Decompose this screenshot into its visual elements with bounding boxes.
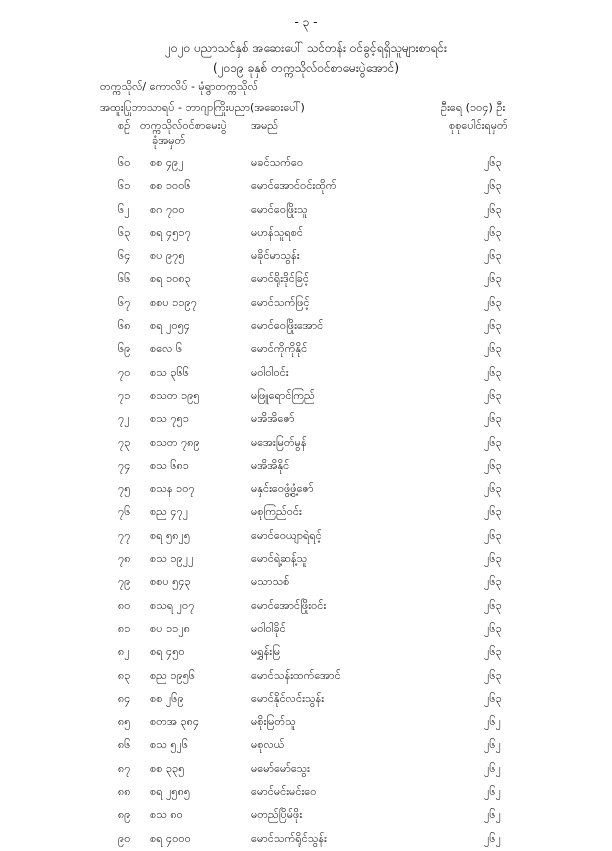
row-number: ၈၅ [118, 715, 131, 729]
row-number: ၈၉ [118, 808, 131, 822]
row-number: ၈၁ [118, 621, 131, 635]
table-row [0, 362, 612, 385]
row-number: ၇၈ [118, 552, 131, 566]
roll-number: စရ ၂၀၅၄ [150, 319, 190, 333]
row-number: ၆၁ [118, 179, 131, 193]
roll-number: စသတ ၁၉၅ [150, 388, 200, 402]
total-marks: ၂၆၃ [484, 621, 502, 635]
major-line: အထူးပြုဘာသာရပ် - ဘာဂျာကြိုးပညာ(အဆေးပေါ်) [100, 101, 305, 114]
row-number: ၆၈ [118, 319, 131, 333]
roll-number: စတအ ၃၈၄ [150, 715, 200, 729]
total-marks: ၂၆၃ [484, 528, 502, 542]
total-marks: ၂၆၃ [484, 691, 502, 705]
table-row [0, 152, 612, 175]
total-marks: ၂၆၂ [484, 715, 501, 729]
row-number: ၇၃ [118, 435, 131, 449]
table-row [0, 455, 612, 478]
header-no: စဉ် [118, 119, 131, 132]
student-name: မောင်ရဲ့ဆန့်သူ [251, 552, 308, 566]
document-subtitle: (၂၀၁၉ ခုနှစ် တက္ကသိုလ်ဝင်စာမေးပွဲအောင်) [212, 61, 400, 75]
row-number: ၆၇ [118, 295, 131, 309]
total-marks: ၂၆၃ [484, 668, 502, 682]
roll-number: စဂ ၇၀၀ [150, 202, 185, 216]
row-number: ၇၄ [118, 458, 131, 472]
total-marks: ၂၆၃ [484, 575, 502, 589]
roll-number: စရ ၅၈၂၅ [150, 528, 191, 542]
student-name: မောင်ကိုကိုနိုင် [251, 342, 308, 356]
total-marks: ၂၆၃ [484, 179, 502, 193]
student-name: မနှင်းဝေဖွံ့ဖွံ့ဇော် [251, 482, 314, 496]
table-row [0, 734, 612, 757]
table-row [0, 408, 612, 431]
roll-number: စပ ၉၇၅ [150, 249, 185, 263]
table-row [0, 338, 612, 361]
student-name: မအိအိနိုင် [251, 458, 290, 472]
total-marks: ၂၆၃ [484, 598, 502, 612]
total-marks: ၂၆၂ [484, 738, 501, 752]
row-number: ၇၁ [118, 388, 131, 402]
table-row [0, 781, 612, 804]
roll-number: စစပ ၁၁၉၇ [150, 295, 197, 309]
table-row [0, 199, 612, 222]
table-row [0, 758, 612, 781]
table-row [0, 688, 612, 711]
roll-number: စစ ၂၆၉ [150, 691, 184, 705]
total-marks: ၂၆၃ [484, 202, 502, 216]
student-name: မအေးမြတ်မွန် [251, 435, 307, 449]
roll-number: စသ ၅၂၆ [150, 738, 189, 752]
roll-number: စရ ၂၅၈၅ [150, 785, 191, 799]
table-row [0, 595, 612, 618]
table-row [0, 548, 612, 571]
total-marks: ၂၆၂ [484, 831, 501, 845]
student-name: မဝါဝါဝင်း [251, 365, 289, 379]
student-name: မဟန်သူရစင် [251, 225, 303, 239]
roll-number: စသ ၁၉၂၂ [150, 552, 194, 566]
table-row [0, 804, 612, 827]
total-marks: ၂၆၃ [484, 482, 502, 496]
student-name: မောင်ဝေဖြိုးသူ [251, 202, 308, 216]
student-name: မသာသစ် [251, 575, 290, 589]
roll-number: စသ ၈၀ [150, 808, 183, 822]
total-marks: ၂၆၃ [484, 295, 502, 309]
total-marks: ၂၆၃ [484, 388, 502, 402]
roll-number: စသ ၃၆၆ [150, 365, 189, 379]
seat-count: ဦးရေ (၁၀၄) ဦး [441, 101, 506, 114]
student-name: မဝါဝါခိုင် [251, 621, 286, 635]
row-number: ၇၀ [118, 365, 131, 379]
row-number: ၆၂ [118, 202, 130, 216]
roll-number: စည ၁၉၅၆ [150, 668, 196, 682]
student-name: မောင်သက်ဖြင့် [251, 295, 310, 309]
total-marks: ၂၆၂ [484, 785, 501, 799]
table-row [0, 175, 612, 198]
row-number: ၇၅ [118, 482, 131, 496]
row-number: ၈၀ [118, 598, 131, 612]
row-number: ၇၇ [118, 528, 131, 542]
total-marks: ၂၆၃ [484, 435, 502, 449]
table-row [0, 432, 612, 455]
page-number: - ၃ - [294, 15, 318, 29]
row-number: ၈၄ [118, 691, 131, 705]
roll-number: စစ ၄၉၂ [150, 156, 184, 169]
roll-number: စလေ ၆ [150, 342, 183, 356]
student-name: မမော်မော်သွေး [251, 761, 310, 775]
roll-number: စသ ၆၈၁ [150, 458, 189, 472]
table-row [0, 222, 612, 245]
table-row [0, 641, 612, 664]
student-name: မခင်သက်ဝေ [251, 156, 304, 169]
total-marks: ၂၆၃ [484, 225, 502, 239]
roll-number: စရ ၄၅၁၇ [150, 225, 191, 239]
header-name: အမည် [251, 119, 279, 132]
roll-number: စစပ ၅၄၃ [150, 575, 191, 589]
row-number: ၇၆ [118, 505, 131, 519]
row-number: ၇၉ [118, 575, 131, 589]
row-number: ၈၂ [118, 645, 130, 659]
roll-number: စစ ၁၀၀၆ [150, 179, 191, 193]
student-name: မောင်ရိုးဒိုင်ခြင့် [251, 272, 309, 286]
roll-number: စရ ၁၀၈၃ [150, 272, 191, 286]
total-marks: ၂၆၃ [484, 319, 502, 333]
roll-number: စည ၄၇၂ [150, 505, 189, 519]
student-name: မောင်အောင်ဖြိုးဝင်း [251, 598, 327, 612]
student-name: မတည်ပြိမ်ဖိုး [251, 808, 303, 822]
table-row [0, 665, 612, 688]
table-row [0, 525, 612, 548]
student-name: မစိုးမြတ်သူ [251, 715, 296, 729]
row-number: ၆၄ [118, 249, 131, 263]
header-roll-number: တက္ကသိုလ်ဝင်စာမေးပွဲ [140, 119, 227, 132]
table-row [0, 315, 612, 338]
table-row [0, 711, 612, 734]
student-name: မဖြူရောင်ကြည် [251, 388, 315, 402]
student-name: မစုကြည်ဝင်း [251, 505, 302, 519]
total-marks: ၂၆၃ [484, 552, 502, 566]
table-row [0, 268, 612, 291]
roll-number: စသတ ၇၈၉ [150, 435, 200, 449]
table-row [0, 501, 612, 524]
row-number: ၉၀ [118, 831, 131, 845]
roll-number: စရ ၄၀၀၀ [150, 831, 191, 845]
total-marks: ၂၆၃ [484, 342, 502, 356]
row-number: ၆၉ [118, 342, 131, 356]
table-row [0, 571, 612, 594]
roll-number: စစ ၃၃၅ [150, 761, 185, 775]
document-title: ၂၀၂၀ ပညာသင်နှစ် အဆေးပေါ် သင်တန်း ဝင်ခွင့်ရရှိသူများစာရင်း [164, 41, 447, 55]
roll-number: စသ ၇၅၁ [150, 412, 189, 426]
total-marks: ၂၆၃ [484, 156, 502, 169]
header-total-marks: စုစုပေါင်းရမှတ် [449, 119, 508, 132]
student-name: မောင်ဝေဖြိုးအောင် [251, 319, 324, 333]
row-number: ၈၈ [118, 785, 131, 799]
table-row [0, 245, 612, 268]
row-number: ၆၆ [118, 272, 131, 286]
total-marks: ၂၆၃ [484, 365, 502, 379]
row-number: ၇၂ [118, 412, 130, 426]
student-name: မောင်အောင်ဝင်းထိုက် [251, 179, 337, 193]
roll-number: စပ ၁၁၂၈ [150, 621, 191, 635]
row-number: ၆၀ [118, 156, 131, 169]
student-name: မစုလယ် [251, 738, 285, 752]
table-row [0, 478, 612, 501]
student-name: မောင်သန်းထက်အောင် [251, 668, 341, 682]
student-name: မောင်သက်ရိုင်သွန်း [251, 831, 327, 845]
student-name: မအိအိဇော် [251, 412, 295, 426]
table-row [0, 385, 612, 408]
total-marks: ၂၆၃ [484, 249, 502, 263]
table-row [0, 292, 612, 315]
table-row [0, 618, 612, 641]
total-marks: ၂၆၃ [484, 272, 502, 286]
total-marks: ၂၆၃ [484, 505, 502, 519]
student-name: မရွှန်းမြ [251, 645, 281, 659]
total-marks: ၂၆၃ [484, 412, 502, 426]
total-marks: ၂၆၃ [484, 645, 502, 659]
roll-number: စရ ၄၅၀ [150, 645, 185, 659]
student-name: မောင်မင်းမင်းဝေ [251, 785, 317, 799]
table-row [0, 828, 612, 851]
results-list [0, 152, 612, 851]
total-marks: ၂၆၃ [484, 458, 502, 472]
student-name: မောင်နိုင်လင်းသွန်း [251, 691, 324, 705]
roll-number: စသန ၁၀၇ [150, 482, 195, 496]
header-roll-number-line2: ခုံအမှတ် [152, 134, 186, 147]
total-marks: ၂၆၂ [484, 761, 501, 775]
row-number: ၈၇ [118, 761, 131, 775]
student-name: မောင်ဝေယျာရဲရင့် [251, 528, 322, 542]
row-number: ၆၃ [118, 225, 131, 239]
student-name: မခိုင်မာသွန်း [251, 249, 300, 263]
roll-number: စသရ ၂၀၇ [150, 598, 195, 612]
row-number: ၈၆ [118, 738, 131, 752]
university-line: တက္ကသိုလ်/ ကောလိပ် - မုံရွာတက္ကသိုလ် [100, 80, 258, 93]
total-marks: ၂၆၂ [484, 808, 501, 822]
row-number: ၈၃ [118, 668, 131, 682]
